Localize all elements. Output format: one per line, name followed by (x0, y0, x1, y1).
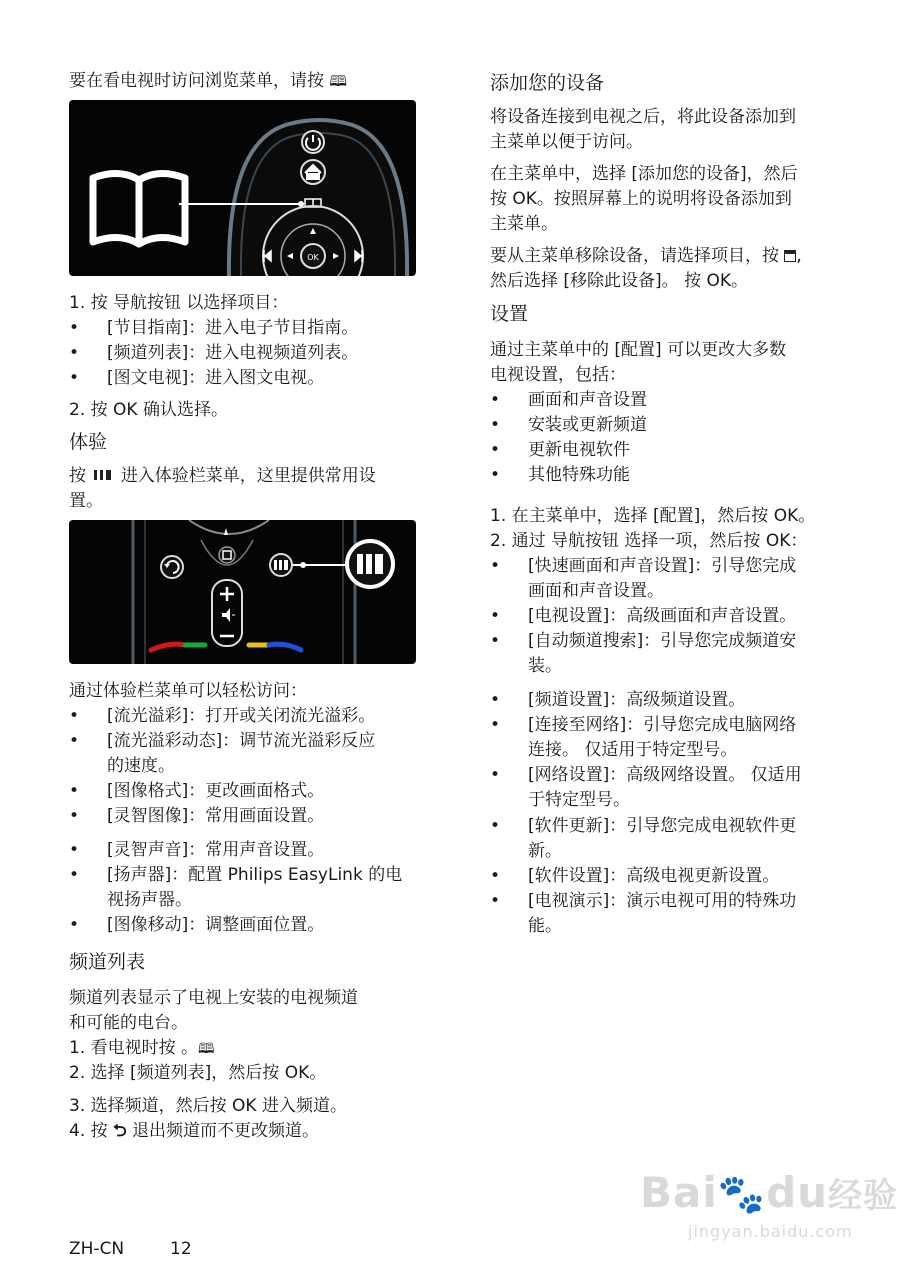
list-item-cont: 连接。 仅适用于特定型号。 (528, 740, 738, 760)
list-item-cont: 画面和声音设置。 (528, 581, 664, 601)
paragraph: 要从主菜单移除设备，请选择项目，按 , (490, 246, 802, 266)
book-icon: 🕮 (198, 1041, 215, 1057)
options-icon (219, 547, 235, 563)
list-item: • [自动频道搜索]：引导您完成频道安 (528, 629, 796, 654)
paragraph: 按 OK。按照屏幕上的说明将设备添加到 (490, 189, 792, 209)
paragraph: 然后选择 [移除此设备]。 按 OK。 (490, 271, 749, 291)
confirm-instruction: 2. 按 OK 确认选择。 (69, 400, 228, 420)
channel-step-3: 3. 选择频道，然后按 OK 进入频道。 (69, 1096, 347, 1116)
list-item: • [软件更新]：引导您完成电视软件更 (528, 814, 796, 839)
channel-step-4: 4. 按 ⮌ 退出频道而不更改频道。 (69, 1121, 320, 1141)
list-item: • [图文电视]：进入图文电视。 (107, 366, 324, 391)
list-item: • [频道设置]：高级频道设置。 (528, 688, 745, 713)
remote-experience-image (69, 520, 416, 664)
svg-text:OK: OK (307, 253, 319, 262)
experience-desc: 按 进入体验栏菜单，这里提供常用设 (69, 466, 376, 486)
large-book-icon (93, 173, 185, 244)
add-device-heading: 添加您的设备 (490, 72, 605, 94)
experience-button-icon (270, 554, 292, 576)
list-item: • [电视演示]：演示电视可用的特殊功 (528, 889, 796, 914)
channel-step-2: 2. 选择 [频道列表]，然后按 OK。 (69, 1063, 327, 1083)
list-item-cont: 能。 (528, 916, 562, 936)
list-item: • [流光溢彩动态]：调节流光溢彩反应 (107, 729, 375, 754)
page-number: 12 (170, 1239, 192, 1259)
experience-bar-icon (91, 465, 115, 479)
experience-list-intro: 通过体验栏菜单可以轻松访问： (69, 681, 307, 701)
channel-list-desc-cont: 和可能的电台。 (69, 1013, 188, 1033)
paragraph: 在主菜单中，选择 [添加您的设备]，然后 (490, 164, 798, 184)
nav-instruction: 1. 按 导航按钮 以选择项目： (69, 293, 289, 313)
list-item: • [快速画面和声音设置]：引导您完成 (528, 554, 796, 579)
home-icon (301, 160, 325, 184)
list-item-cont: 视扬声器。 (107, 890, 192, 910)
channel-list-desc: 频道列表显示了电视上安装的电视频道 (69, 988, 358, 1008)
channel-step-1: 1. 看电视时按 。🕮 (69, 1038, 215, 1058)
list-item: • 更新电视软件 (528, 438, 630, 463)
paragraph: 电视设置，包括： (490, 365, 626, 385)
paragraph: 主菜单以便于访问。 (490, 132, 643, 152)
back-icon: ⮌ (113, 1121, 127, 1141)
list-item: • [软件设置]：高级电视更新设置。 (528, 864, 779, 889)
back-icon (161, 556, 183, 578)
list-item: • [扬声器]：配置 Philips EasyLink 的电 (107, 863, 402, 888)
experience-heading: 体验 (69, 431, 108, 453)
list-item: • [图像格式]：更改画面格式。 (107, 779, 324, 804)
list-item: • 安装或更新频道 (528, 413, 647, 438)
book-icon: 🕮 (329, 72, 348, 90)
list-item: • [网络设置]：高级网络设置。 仅适用 (528, 763, 802, 788)
remote-browse-image (69, 100, 416, 276)
settings-step-2: 2. 通过 导航按钮 选择一项，然后按 OK： (490, 531, 808, 551)
list-item: • [图像移动]：调整画面位置。 (107, 913, 324, 938)
list-item: • [节目指南]：进入电子节目指南。 (107, 316, 358, 341)
browse-intro: 要在看电视时访问浏览菜单，请按 🕮 (69, 71, 348, 91)
options-icon (784, 250, 796, 262)
list-item-cont: 的速度。 (107, 756, 175, 776)
list-item: • 画面和声音设置 (528, 388, 647, 413)
settings-heading: 设置 (490, 303, 529, 325)
list-item-cont: 装。 (528, 656, 562, 676)
list-item: • [灵智图像]：常用画面设置。 (107, 804, 324, 829)
paragraph: 主菜单。 (490, 214, 558, 234)
list-item: • [频道列表]：进入电视频道列表。 (107, 341, 358, 366)
settings-step-1: 1. 在主菜单中，选择 [配置]，然后按 OK。 (490, 506, 816, 526)
list-item: • 其他特殊功能 (528, 463, 630, 488)
list-item: • [灵智声音]：常用声音设置。 (107, 838, 324, 863)
list-item-cont: 于特定型号。 (528, 790, 630, 810)
channel-list-heading: 频道列表 (69, 951, 146, 973)
list-item: • [流光溢彩]：打开或关闭流光溢彩。 (107, 704, 375, 729)
large-experience-icon (347, 541, 393, 587)
paragraph: 通过主菜单中的 [配置] 可以更改大多数 (490, 340, 787, 360)
paragraph: 将设备连接到电视之后，将此设备添加到 (490, 107, 796, 127)
list-item-cont: 新。 (528, 841, 562, 861)
list-item: • [电视设置]：高级画面和声音设置。 (528, 604, 796, 629)
power-icon (302, 131, 324, 153)
experience-desc-cont: 置。 (69, 491, 103, 511)
footer-language: ZH-CN (69, 1239, 125, 1259)
volume-rocker (212, 580, 242, 646)
list-item: • [连接至网络]：引导您完成电脑网络 (528, 713, 796, 738)
paw-icon: 🐾 (717, 1172, 767, 1216)
